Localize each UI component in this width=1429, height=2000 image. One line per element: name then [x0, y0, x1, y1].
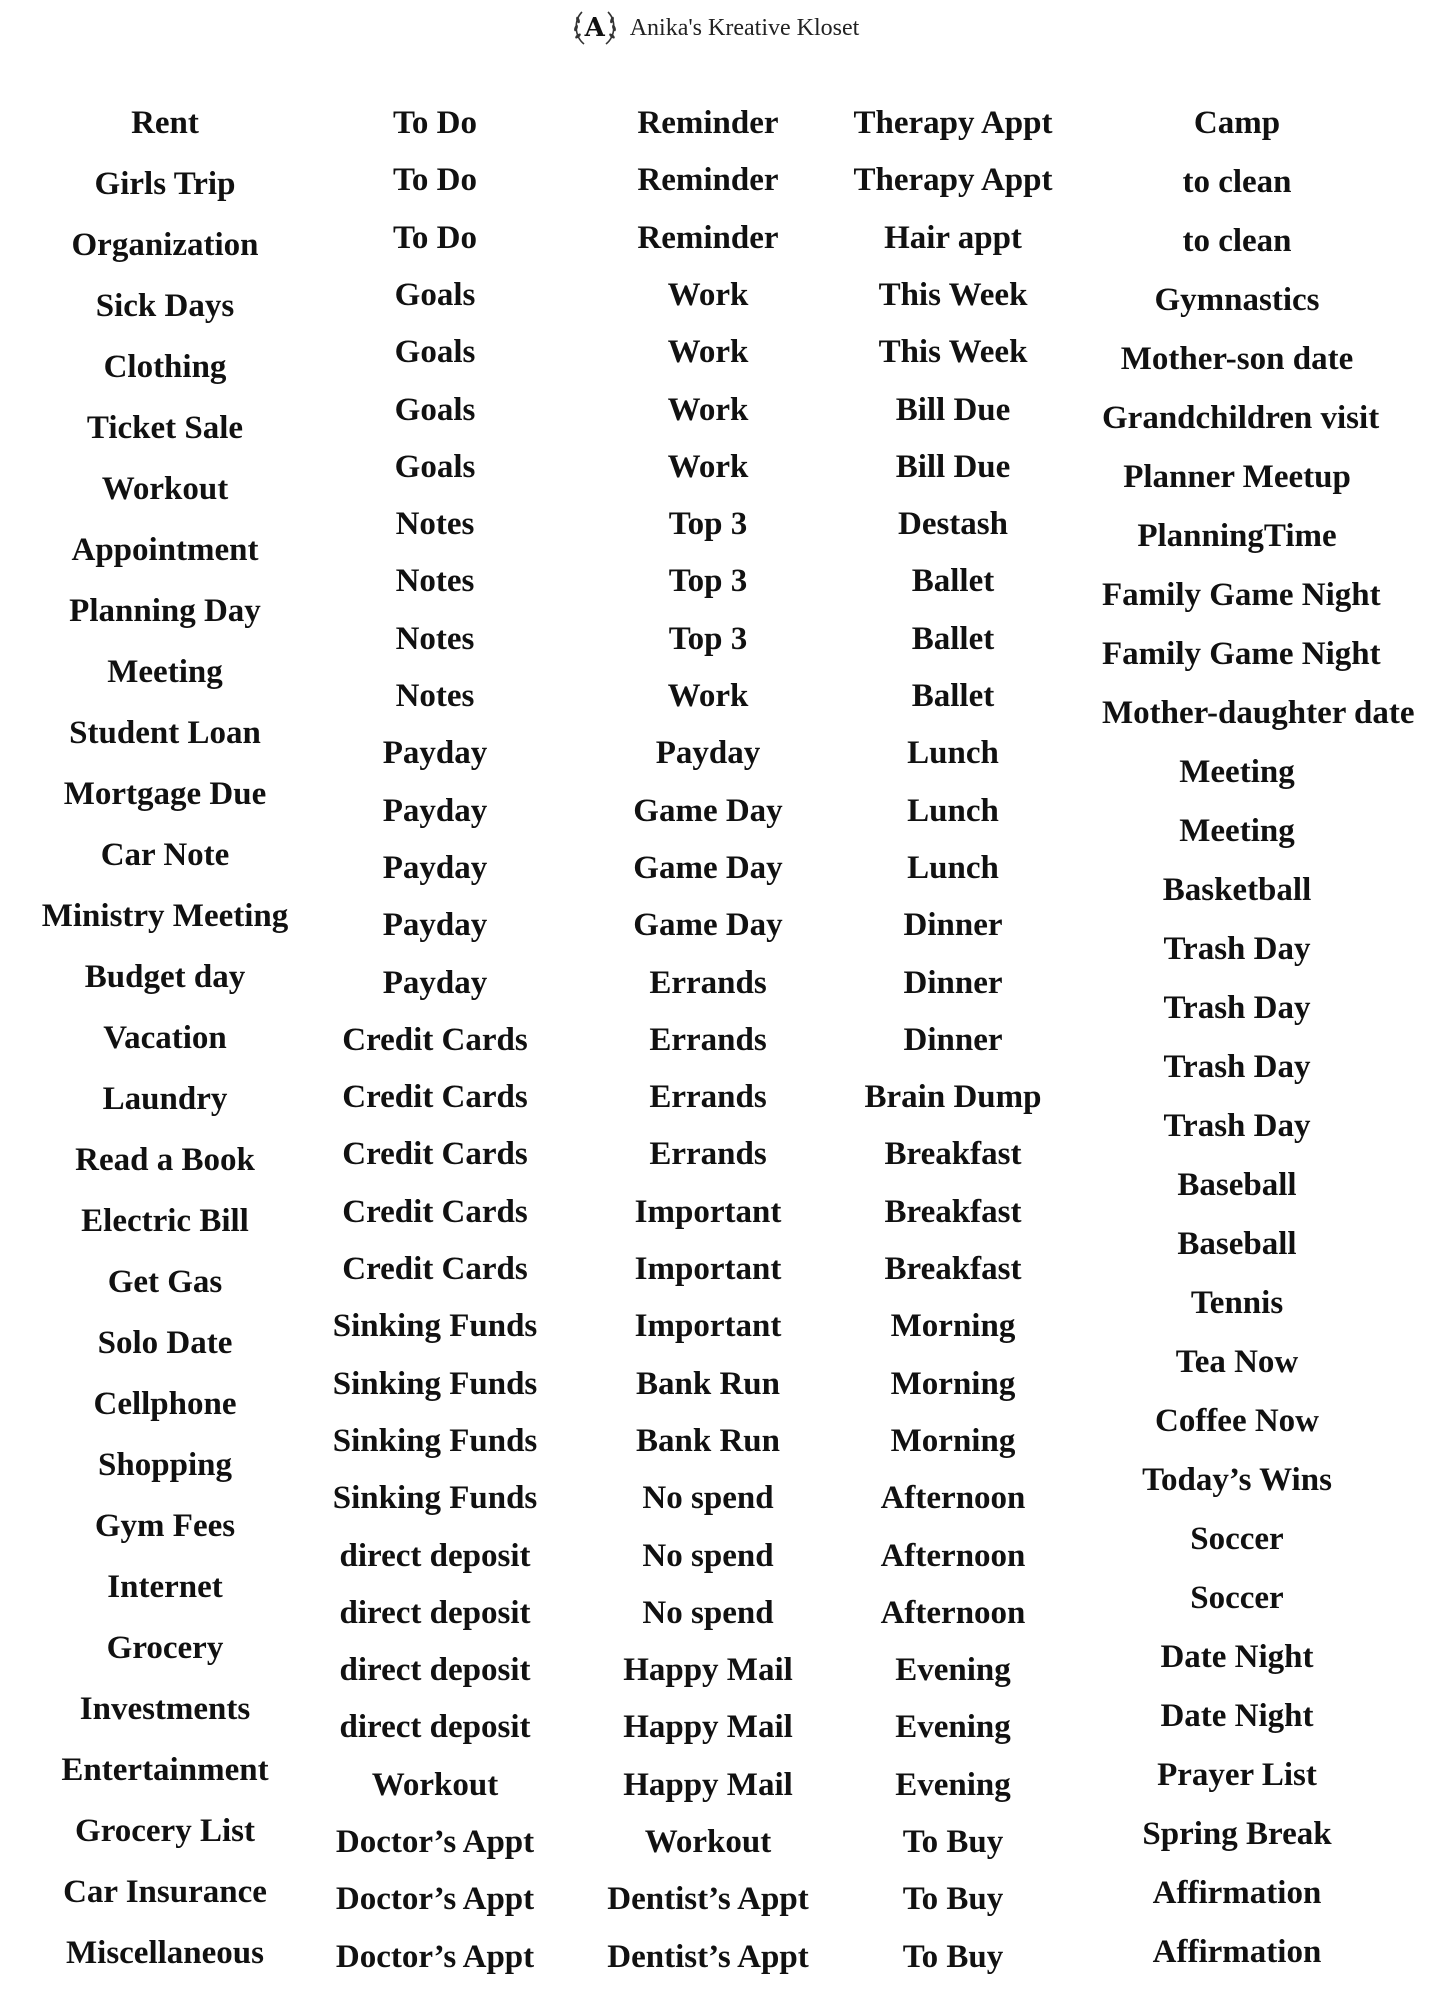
sticker-label: Lunch [907, 850, 999, 886]
sticker-label: Date Night [1160, 1639, 1314, 1675]
sticker-label: Tea Now [1175, 1344, 1299, 1380]
sticker-label: Vacation [103, 1020, 227, 1056]
sticker-label: To Buy [902, 1881, 1004, 1917]
sticker-label: Therapy Appt [853, 162, 1053, 198]
sticker-label: Sinking Funds [332, 1423, 538, 1459]
sticker-label: Trash Day [1163, 931, 1311, 967]
sticker-label: To Buy [902, 1939, 1004, 1975]
sticker-label: Mortgage Due [63, 776, 267, 812]
sticker-label: Doctor’s Appt [335, 1881, 535, 1917]
sticker-label: Errands [649, 965, 767, 1001]
sticker-label: direct deposit [339, 1538, 531, 1574]
sticker-label: Girls Trip [94, 166, 236, 202]
sticker-label: Reminder [637, 105, 779, 141]
sticker-label: Ministry Meeting [41, 898, 289, 934]
sticker-label: Prayer List [1157, 1757, 1317, 1793]
sticker-label: Reminder [637, 162, 779, 198]
sticker-label: Read a Book [75, 1142, 255, 1178]
sticker-label: Bill Due [895, 449, 1011, 485]
sticker-label: Notes [395, 678, 475, 714]
sticker-label: Notes [395, 506, 475, 542]
sticker-label: Car Note [100, 837, 230, 873]
sticker-label: Work [667, 277, 749, 313]
sticker-label: Investments [79, 1691, 251, 1727]
sticker-label: Important [634, 1194, 782, 1230]
sticker-label: Family Game Night [1102, 636, 1381, 672]
sticker-label: To Do [392, 105, 478, 141]
sticker-label: Ticket Sale [86, 410, 244, 446]
sticker-label: Affirmation [1152, 1875, 1322, 1911]
sticker-label: Breakfast [884, 1251, 1022, 1287]
sticker-label: Lunch [907, 735, 999, 771]
sticker-label: PlanningTime [1137, 518, 1337, 554]
sticker-label: Dinner [903, 907, 1003, 943]
sticker-label: Work [667, 678, 749, 714]
sticker-label: Workout [371, 1767, 499, 1803]
sticker-label: Happy Mail [623, 1652, 793, 1688]
sticker-label: Credit Cards [342, 1136, 528, 1172]
sticker-label: Payday [382, 965, 488, 1001]
sticker-label: Rent [131, 105, 199, 141]
sticker-label: Coffee Now [1154, 1403, 1320, 1439]
sticker-label: Grocery List [75, 1813, 255, 1849]
sticker-label: Top 3 [668, 621, 748, 657]
sticker-label: Destash [897, 506, 1008, 542]
sticker-label: Work [667, 392, 749, 428]
sticker-label: Trash Day [1163, 1108, 1311, 1144]
sticker-label: Sinking Funds [332, 1366, 538, 1402]
sticker-label: Errands [649, 1136, 767, 1172]
sticker-label: Credit Cards [342, 1194, 528, 1230]
sticker-label: Workout [644, 1824, 772, 1860]
sticker-label: Goals [394, 449, 476, 485]
sticker-label: Game Day [633, 850, 783, 886]
sticker-label: Goals [394, 334, 476, 370]
sticker-label: Breakfast [884, 1136, 1022, 1172]
sticker-label: Car Insurance [63, 1874, 267, 1910]
sticker-label: Brain Dump [864, 1079, 1042, 1115]
sticker-label: Laundry [102, 1081, 228, 1117]
sticker-label: to clean [1182, 223, 1292, 259]
sticker-label: Bank Run [635, 1423, 780, 1459]
sticker-label: Grandchildren visit [1102, 400, 1380, 436]
sticker-label: Lunch [907, 793, 999, 829]
sticker-label: Budget day [84, 959, 246, 995]
sticker-label: Date Night [1160, 1698, 1314, 1734]
sticker-label: Planner Meetup [1123, 459, 1351, 495]
sticker-label: Dentist’s Appt [607, 1881, 809, 1917]
header [0, 8, 1429, 48]
sticker-label: Credit Cards [342, 1022, 528, 1058]
sticker-label: Top 3 [668, 506, 748, 542]
sticker-label: Electric Bill [81, 1203, 249, 1239]
sticker-label: No spend [642, 1595, 774, 1631]
sticker-label: Errands [649, 1079, 767, 1115]
sticker-label: Camp [1193, 105, 1281, 141]
sticker-label: Game Day [633, 793, 783, 829]
sticker-label: Work [667, 449, 749, 485]
sticker-label: Morning [890, 1366, 1016, 1402]
sticker-label: Happy Mail [623, 1767, 793, 1803]
sticker-label: Dinner [903, 965, 1003, 1001]
logo-letter: A [584, 13, 605, 43]
sticker-label: Clothing [103, 349, 227, 385]
sticker-label: Tennis [1190, 1285, 1284, 1321]
sticker-label: Bank Run [635, 1366, 780, 1402]
sticker-label: Payday [382, 850, 488, 886]
sticker-label: Work [667, 334, 749, 370]
sticker-label: Important [634, 1251, 782, 1287]
sticker-label: Evening [895, 1767, 1011, 1803]
logo-laurel-icon [570, 8, 620, 48]
sticker-label: Bill Due [895, 392, 1011, 428]
sticker-label: Notes [395, 621, 475, 657]
sticker-label: Breakfast [884, 1194, 1022, 1230]
sticker-label: Miscellaneous [66, 1935, 264, 1971]
sticker-label: Sick Days [95, 288, 235, 324]
sticker-label: Sinking Funds [332, 1480, 538, 1516]
sticker-label: Meeting [107, 654, 223, 690]
sticker-label: Happy Mail [623, 1709, 793, 1745]
sticker-label: Soccer [1190, 1521, 1284, 1557]
sticker-label: Gymnastics [1154, 282, 1320, 318]
sticker-label: Workout [101, 471, 229, 507]
sticker-label: Goals [394, 392, 476, 428]
sticker-label: Baseball [1177, 1226, 1297, 1262]
sticker-label: Ballet [911, 563, 995, 599]
sticker-label: Afternoon [880, 1538, 1026, 1574]
sticker-label: Morning [890, 1423, 1016, 1459]
sticker-label: Therapy Appt [853, 105, 1053, 141]
sticker-label: Payday [655, 735, 761, 771]
sticker-label: Ballet [911, 678, 995, 714]
sticker-label: Entertainment [61, 1752, 269, 1788]
sticker-label: To Buy [902, 1824, 1004, 1860]
sticker-label: Afternoon [880, 1480, 1026, 1516]
sticker-label: direct deposit [339, 1652, 531, 1688]
sticker-label: Appointment [71, 532, 259, 568]
sticker-label: Hair appt [884, 220, 1022, 256]
sticker-label: Evening [895, 1709, 1011, 1745]
sticker-label: Game Day [633, 907, 783, 943]
sticker-label: Soccer [1190, 1580, 1284, 1616]
sticker-label: Trash Day [1163, 990, 1311, 1026]
sticker-label: Trash Day [1163, 1049, 1311, 1085]
sticker-label: Gym Fees [94, 1508, 236, 1544]
sticker-label: Solo Date [97, 1325, 233, 1361]
sticker-label: Basketball [1162, 872, 1312, 908]
sticker-label: Meeting [1179, 754, 1295, 790]
sticker-label: Credit Cards [342, 1079, 528, 1115]
sticker-label: Important [634, 1308, 782, 1344]
sticker-label: Mother-son date [1120, 341, 1354, 377]
sticker-label: Payday [382, 907, 488, 943]
sticker-label: To Do [392, 162, 478, 198]
sticker-label: Payday [382, 735, 488, 771]
sticker-label: Goals [394, 277, 476, 313]
sticker-label: Doctor’s Appt [335, 1939, 535, 1975]
sticker-label: Payday [382, 793, 488, 829]
sticker-label: Shopping [98, 1447, 232, 1483]
sticker-label: to clean [1182, 164, 1292, 200]
sticker-label: Doctor’s Appt [335, 1824, 535, 1860]
sticker-label: This Week [878, 334, 1028, 370]
sticker-label: No spend [642, 1538, 774, 1574]
sticker-label: Grocery [106, 1630, 224, 1666]
sticker-label: To Do [392, 220, 478, 256]
sticker-label: Get Gas [107, 1264, 223, 1300]
brand-name: Anika's Kreative Kloset [629, 14, 860, 41]
sticker-label: Today’s Wins [1142, 1462, 1332, 1498]
sticker-label: Evening [895, 1652, 1011, 1688]
sticker-label: Spring Break [1142, 1816, 1332, 1852]
sticker-label: Cellphone [93, 1386, 237, 1422]
sticker-label: Dinner [903, 1022, 1003, 1058]
sticker-label: No spend [642, 1480, 774, 1516]
sticker-label: Family Game Night [1102, 577, 1381, 613]
sticker-label: Reminder [637, 220, 779, 256]
sticker-label: direct deposit [339, 1595, 531, 1631]
sticker-label: Student Loan [69, 715, 261, 751]
sticker-label: Sinking Funds [332, 1308, 538, 1344]
sticker-label: Affirmation [1152, 1934, 1322, 1970]
sticker-label: Afternoon [880, 1595, 1026, 1631]
sticker-label: Morning [890, 1308, 1016, 1344]
sticker-label: This Week [878, 277, 1028, 313]
sticker-label: Internet [107, 1569, 223, 1605]
sticker-label: Dentist’s Appt [607, 1939, 809, 1975]
sticker-label: Baseball [1177, 1167, 1297, 1203]
sticker-label: Planning Day [69, 593, 261, 629]
sticker-label: Mother-daughter date [1102, 695, 1415, 731]
sticker-label: Notes [395, 563, 475, 599]
sticker-label: Top 3 [668, 563, 748, 599]
sticker-label: Credit Cards [342, 1251, 528, 1287]
sticker-label: Ballet [911, 621, 995, 657]
sticker-label: Errands [649, 1022, 767, 1058]
sticker-label: direct deposit [339, 1709, 531, 1745]
sticker-label: Organization [71, 227, 259, 263]
sticker-label: Meeting [1179, 813, 1295, 849]
